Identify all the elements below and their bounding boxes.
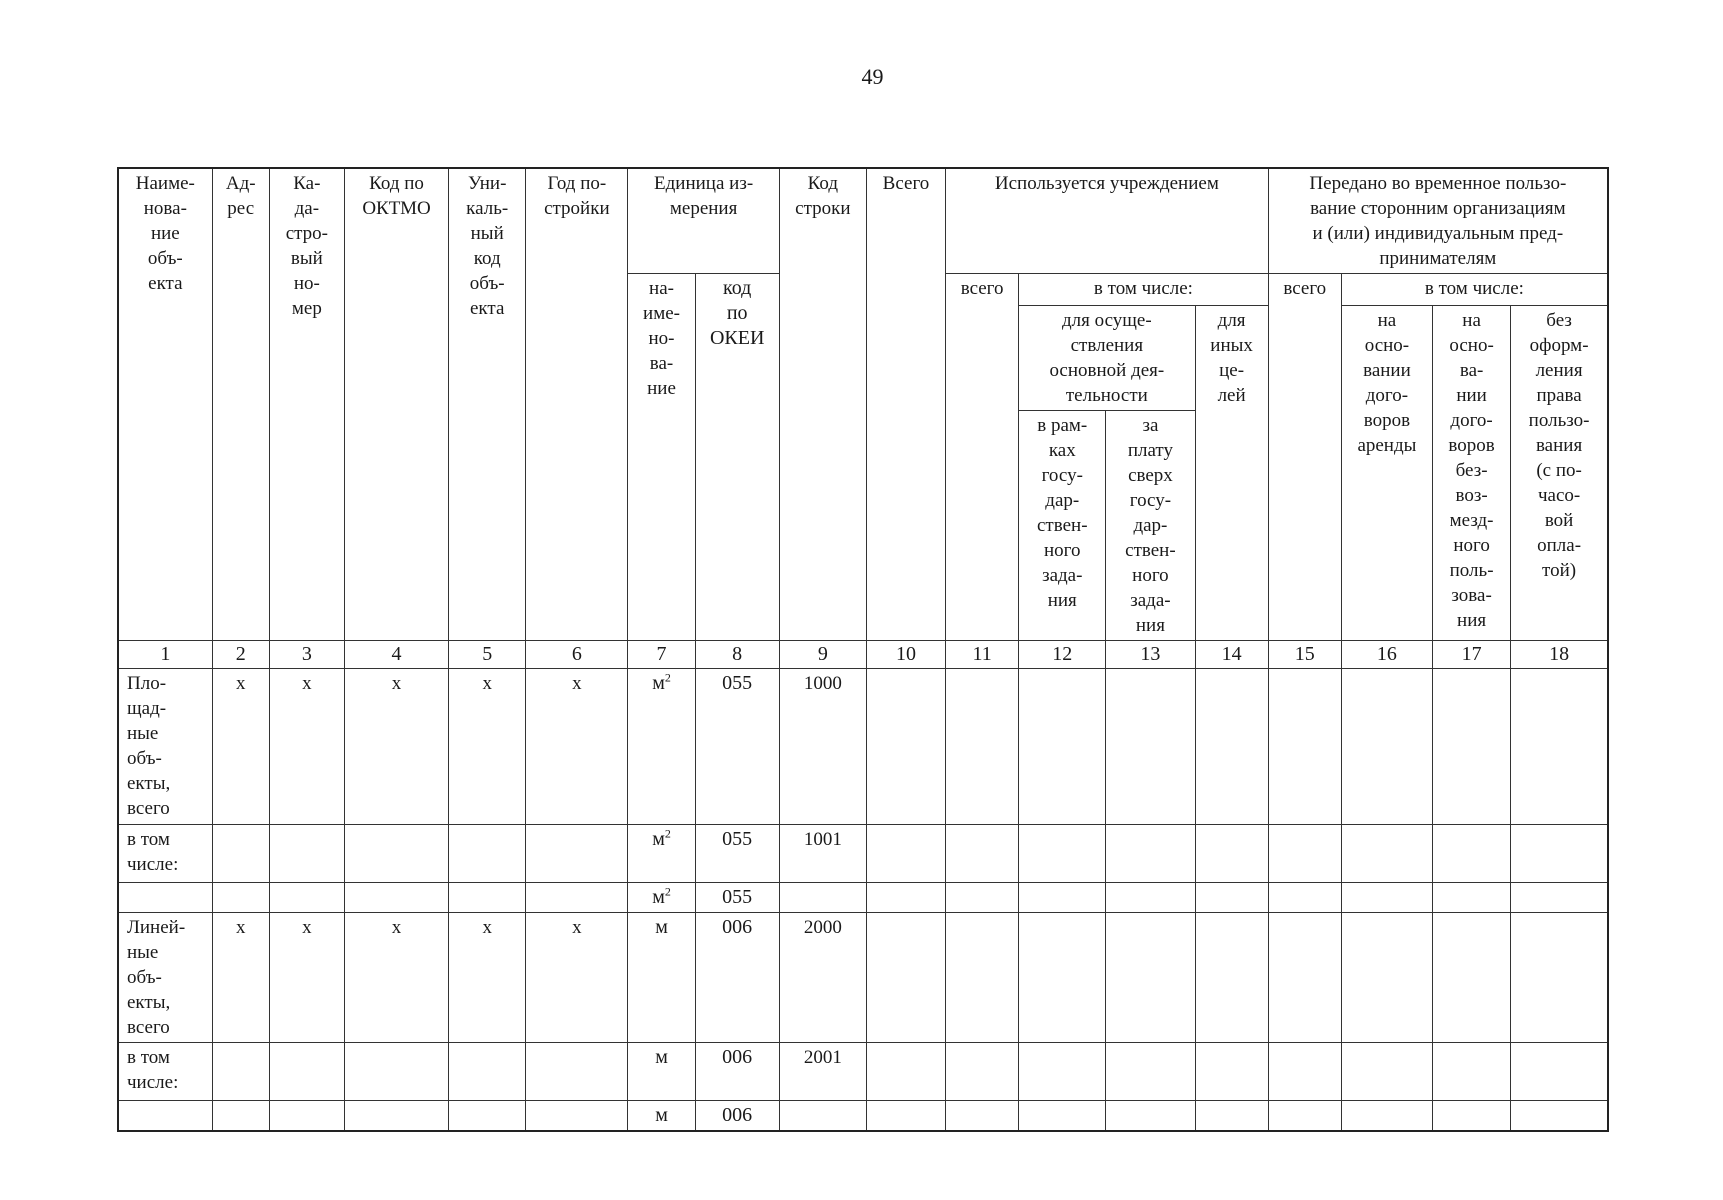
row-code-cell (779, 1101, 866, 1132)
header-unit-name: на- име- но- ва- ние (628, 274, 695, 641)
table-cell: х (212, 669, 269, 825)
header-total: Всего (866, 168, 945, 641)
object-name-cell (118, 883, 212, 913)
column-number: 16 (1341, 641, 1432, 669)
header-main-activity: для осуще- ствления основной дея- тельности (1019, 306, 1195, 411)
header-oktmo-code: Код по ОКТМО (344, 168, 448, 641)
table-cell (212, 825, 269, 883)
table-row (118, 883, 1608, 913)
empty-cell (1511, 883, 1608, 913)
unit-name-cell (628, 1101, 695, 1132)
table-cell (344, 883, 448, 913)
header-used-including: в том числе: (1019, 274, 1269, 306)
table-cell: х (269, 913, 344, 1043)
empty-cell (946, 825, 1019, 883)
header-cadastral-number: Ка- да- стро- вый но- мер (269, 168, 344, 641)
empty-cell (1341, 913, 1432, 1043)
object-name-cell: в том числе: (118, 1043, 212, 1101)
unit-symbol: м (655, 1104, 668, 1126)
column-number: 2 (212, 641, 269, 669)
column-number: 4 (344, 641, 448, 669)
table-cell (212, 1101, 269, 1132)
empty-cell (1106, 913, 1195, 1043)
empty-cell (1019, 669, 1106, 825)
column-number: 18 (1511, 641, 1608, 669)
row-code-cell: 1001 (779, 825, 866, 883)
empty-cell (1019, 825, 1106, 883)
okei-code-cell: 055 (695, 825, 779, 883)
okei-code-cell: 055 (695, 669, 779, 825)
column-number: 14 (1195, 641, 1268, 669)
unit-exponent: 2 (664, 670, 671, 685)
empty-cell (1433, 913, 1511, 1043)
empty-cell (1019, 913, 1106, 1043)
table-cell (526, 825, 628, 883)
header-okei-code: код по ОКЕИ (695, 274, 779, 641)
empty-cell (1195, 825, 1268, 883)
empty-cell (946, 883, 1019, 913)
empty-cell (1268, 883, 1341, 913)
empty-cell (866, 883, 945, 913)
column-number: 1 (118, 641, 212, 669)
unit-exponent: 2 (664, 826, 671, 841)
empty-cell (1268, 825, 1341, 883)
unit-symbol: м (652, 828, 665, 850)
empty-cell (866, 1043, 945, 1101)
table-cell (344, 1101, 448, 1132)
table-cell (449, 1101, 526, 1132)
table-cell (269, 883, 344, 913)
table-cell: х (344, 669, 448, 825)
empty-cell (1195, 1101, 1268, 1132)
header-unit: Единица из- мерения (628, 168, 779, 274)
unit-symbol: м (655, 916, 668, 938)
empty-cell (1511, 1043, 1608, 1101)
table-cell (449, 1043, 526, 1101)
empty-cell (866, 825, 945, 883)
empty-cell (946, 1043, 1019, 1101)
column-number: 8 (695, 641, 779, 669)
column-number: 6 (526, 641, 628, 669)
table-row (118, 913, 1608, 1043)
header-free-use-agreements: на осно- ва- нии дого- воров без- воз- мезд- ного поль- зова- ния (1433, 306, 1511, 641)
table-row (118, 669, 1608, 825)
empty-cell (1268, 913, 1341, 1043)
row-code-cell: 1000 (779, 669, 866, 825)
unit-name-cell (628, 825, 695, 883)
okei-code-cell: 055 (695, 883, 779, 913)
empty-cell (1195, 1043, 1268, 1101)
empty-cell (1341, 1043, 1432, 1101)
empty-cell (1019, 1101, 1106, 1132)
header-object-name: Наиме- нова- ние объ- екта (118, 168, 212, 641)
empty-cell (1511, 1101, 1608, 1132)
unit-name-cell (628, 883, 695, 913)
empty-cell (1341, 669, 1432, 825)
unit-exponent: 2 (664, 884, 671, 899)
object-name-cell: Линей- ные объ- екты, всего (118, 913, 212, 1043)
header-state-assignment: в рам- ках госу- дар- ствен- ного зада- ния (1019, 411, 1106, 641)
row-code-cell (779, 883, 866, 913)
unit-symbol: м (655, 1046, 668, 1068)
table-cell (526, 883, 628, 913)
empty-cell (1341, 1101, 1432, 1132)
empty-cell (1106, 1101, 1195, 1132)
header-transferred: Передано во временное пользо- вание сторонним организациям и (или) индивидуальным пред- принимателям (1268, 168, 1608, 274)
header-unique-code: Уни- каль- ный код объ- екта (449, 168, 526, 641)
column-number: 17 (1433, 641, 1511, 669)
empty-cell (1019, 883, 1106, 913)
column-number: 13 (1106, 641, 1195, 669)
empty-cell (1106, 669, 1195, 825)
table-cell (269, 1043, 344, 1101)
table-cell (344, 825, 448, 883)
header-row-code: Код строки (779, 168, 866, 641)
empty-cell (1341, 883, 1432, 913)
empty-cell (866, 913, 945, 1043)
header-transferred-all: всего (1268, 274, 1341, 641)
empty-cell (1106, 883, 1195, 913)
empty-cell (1268, 1043, 1341, 1101)
empty-cell (1195, 883, 1268, 913)
table-cell: х (269, 669, 344, 825)
table-cell (526, 1043, 628, 1101)
empty-cell (1195, 669, 1268, 825)
okei-code-cell: 006 (695, 913, 779, 1043)
column-number: 11 (946, 641, 1019, 669)
unit-symbol: м (652, 886, 665, 908)
table-cell: х (212, 913, 269, 1043)
empty-cell (1268, 1101, 1341, 1132)
object-name-cell: Пло- щад- ные объ- екты, всего (118, 669, 212, 825)
okei-code-cell: 006 (695, 1101, 779, 1132)
empty-cell (1341, 825, 1432, 883)
header-paid-above-assignment: за плату сверх госу- дар- ствен- ного зада- ния (1106, 411, 1195, 641)
table-cell: х (449, 669, 526, 825)
table-cell (269, 825, 344, 883)
empty-cell (1433, 825, 1511, 883)
empty-cell (1106, 1043, 1195, 1101)
empty-cell (1433, 1043, 1511, 1101)
table-row (118, 1101, 1608, 1132)
object-name-cell (118, 1101, 212, 1132)
empty-cell (1511, 825, 1608, 883)
empty-cell (1433, 669, 1511, 825)
table-cell: х (526, 669, 628, 825)
data-rows (118, 669, 1608, 1132)
table-row (118, 825, 1608, 883)
row-code-cell: 2001 (779, 1043, 866, 1101)
page-number: 49 (861, 64, 884, 89)
table-cell (449, 883, 526, 913)
header-address: Ад- рес (212, 168, 269, 641)
table-cell (449, 825, 526, 883)
unit-symbol: м (652, 672, 665, 694)
unit-name-cell (628, 669, 695, 825)
column-number: 9 (779, 641, 866, 669)
empty-cell (1433, 883, 1511, 913)
table-cell (212, 883, 269, 913)
header-no-registration: без оформ- ления права пользо- вания (с по- часо- вой опла- той) (1511, 306, 1608, 641)
property-form-table (117, 167, 1609, 1132)
empty-cell (1268, 669, 1341, 825)
table-cell: х (344, 913, 448, 1043)
table-cell (212, 1043, 269, 1101)
column-number: 15 (1268, 641, 1341, 669)
table-cell (269, 1101, 344, 1132)
empty-cell (1195, 913, 1268, 1043)
empty-cell (866, 1101, 945, 1132)
okei-code-cell: 006 (695, 1043, 779, 1101)
empty-cell (1511, 669, 1608, 825)
empty-cell (866, 669, 945, 825)
unit-name-cell (628, 1043, 695, 1101)
column-number: 10 (866, 641, 945, 669)
table-cell (344, 1043, 448, 1101)
column-number: 7 (628, 641, 695, 669)
object-name-cell: в том числе: (118, 825, 212, 883)
empty-cell (946, 1101, 1019, 1132)
empty-cell (946, 669, 1019, 825)
header-used-by-institution: Используется учреждением (946, 168, 1269, 274)
header-used-all: всего (946, 274, 1019, 641)
table-cell (526, 1101, 628, 1132)
table-cell: х (449, 913, 526, 1043)
unit-name-cell (628, 913, 695, 1043)
empty-cell (1019, 1043, 1106, 1101)
empty-cell (1433, 1101, 1511, 1132)
header-build-year: Год по- стройки (526, 168, 628, 641)
header-transferred-including: в том числе: (1341, 274, 1608, 306)
header-other-purposes: для иных це- лей (1195, 306, 1268, 641)
header-lease-agreements: на осно- вании дого- воров аренды (1341, 306, 1432, 641)
column-number: 12 (1019, 641, 1106, 669)
table-row (118, 1043, 1608, 1101)
table-cell: х (526, 913, 628, 1043)
empty-cell (1106, 825, 1195, 883)
empty-cell (946, 913, 1019, 1043)
empty-cell (1511, 913, 1608, 1043)
column-number: 5 (449, 641, 526, 669)
column-number-row (118, 641, 1608, 669)
row-code-cell: 2000 (779, 913, 866, 1043)
column-number: 3 (269, 641, 344, 669)
